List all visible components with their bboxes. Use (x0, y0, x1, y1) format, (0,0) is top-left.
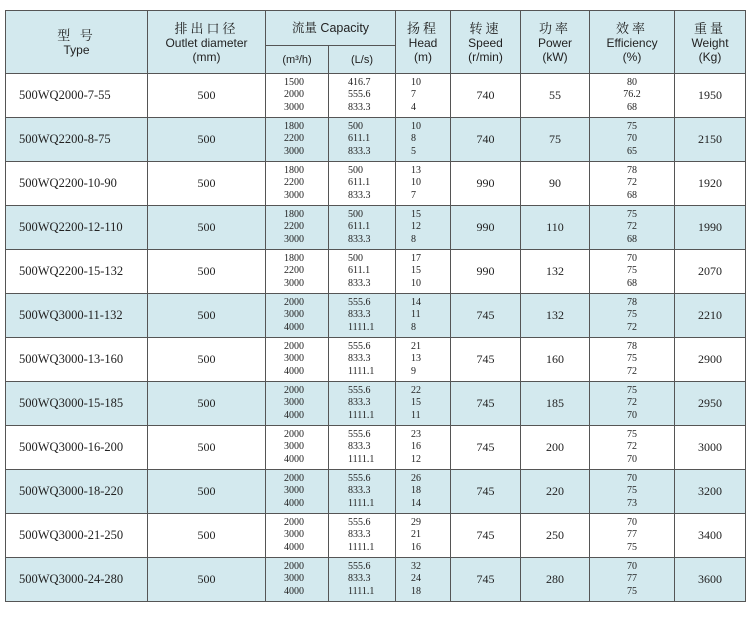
cell-efficiency-value: 75 (627, 353, 638, 365)
cell-outlet: 500 (148, 558, 266, 602)
cell-efficiency-value: 72 (627, 221, 638, 233)
cell-weight: 1990 (675, 206, 746, 250)
cell-flow-m3h-value: 3000 (284, 441, 304, 453)
cell-flow-ls (329, 294, 396, 338)
cell-efficiency-value: 72 (627, 177, 638, 189)
cell-power: 280 (521, 558, 590, 602)
cell-speed: 745 (451, 558, 521, 602)
cell-efficiency (590, 294, 675, 338)
cell-head-value: 24 (411, 573, 422, 585)
cell-type: 500WQ3000-13-160 (6, 338, 148, 382)
header-type (6, 11, 148, 74)
cell-flow-ls (329, 426, 396, 470)
cell-flow-ls (329, 382, 396, 426)
header-type-zh: 型 号 (57, 27, 96, 43)
cell-flow-m3h (266, 294, 329, 338)
cell-flow-m3h-value: 4000 (284, 321, 304, 333)
cell-head-value: 13 (411, 353, 422, 365)
cell-efficiency-value: 68 (627, 189, 638, 201)
cell-flow-ls-value: 555.6 (348, 472, 371, 484)
cell-power: 132 (521, 294, 590, 338)
cell-head-value: 18 (411, 585, 422, 597)
cell-flow-ls (329, 338, 396, 382)
cell-head-value: 23 (411, 428, 422, 440)
cell-head (396, 382, 451, 426)
cell-efficiency-value: 78 (627, 164, 638, 176)
table-row (6, 118, 746, 162)
cell-head-value: 11 (411, 409, 421, 421)
cell-flow-ls-value: 611.1 (348, 177, 371, 189)
cell-head-value: 8 (411, 133, 417, 145)
cell-head-value: 29 (411, 516, 422, 528)
table-row (6, 426, 746, 470)
cell-outlet: 500 (148, 294, 266, 338)
cell-outlet: 500 (148, 250, 266, 294)
cell-head-value: 14 (411, 296, 422, 308)
cell-flow-m3h-value: 4000 (284, 453, 304, 465)
cell-efficiency (590, 382, 675, 426)
header-efficiency-zh: 效率 (616, 20, 649, 36)
cell-head-value: 21 (411, 529, 422, 541)
cell-efficiency-value: 75 (627, 265, 638, 277)
cell-head-value: 9 (411, 365, 417, 377)
cell-head (396, 74, 451, 118)
cell-head-value: 10 (411, 277, 422, 289)
header-weight-en: Weight (691, 35, 729, 50)
cell-efficiency (590, 162, 675, 206)
cell-flow-m3h-value: 1800 (284, 208, 304, 220)
cell-type: 500WQ3000-11-132 (6, 294, 148, 338)
cell-efficiency-value: 70 (627, 472, 638, 484)
cell-flow-ls (329, 162, 396, 206)
cell-flow-m3h (266, 426, 329, 470)
header-type-en: Type (63, 42, 90, 57)
cell-head-value: 18 (411, 485, 422, 497)
cell-flow-m3h-value: 2000 (284, 428, 304, 440)
cell-power: 132 (521, 250, 590, 294)
header-weight-unit: (Kg) (698, 49, 722, 64)
table-row (6, 250, 746, 294)
cell-weight: 2070 (675, 250, 746, 294)
cell-speed: 745 (451, 294, 521, 338)
cell-head-value: 21 (411, 340, 422, 352)
cell-head-value: 4 (411, 101, 417, 113)
cell-outlet: 500 (148, 338, 266, 382)
cell-type: 500WQ2200-15-132 (6, 250, 148, 294)
cell-weight: 3000 (675, 426, 746, 470)
cell-flow-m3h (266, 250, 329, 294)
cell-power: 110 (521, 206, 590, 250)
cell-head (396, 118, 451, 162)
cell-head-value: 10 (411, 76, 422, 88)
cell-flow-ls-value: 611.1 (348, 133, 371, 145)
cell-flow-m3h (266, 382, 329, 426)
cell-flow-m3h-value: 2000 (284, 89, 304, 101)
cell-efficiency (590, 250, 675, 294)
cell-efficiency-value: 75 (627, 428, 638, 440)
header-power-zh: 功率 (539, 20, 572, 36)
cell-head-value: 7 (411, 189, 417, 201)
cell-head (396, 206, 451, 250)
cell-efficiency-value: 70 (627, 252, 638, 264)
cell-weight: 3400 (675, 514, 746, 558)
cell-flow-m3h-value: 2000 (284, 560, 304, 572)
cell-flow-ls-value: 833.3 (348, 189, 371, 201)
cell-flow-ls-value: 1111.1 (348, 497, 375, 509)
cell-flow-m3h-value: 2200 (284, 177, 304, 189)
cell-flow-ls-value: 1111.1 (348, 585, 375, 597)
cell-flow-ls-value: 833.3 (348, 573, 371, 585)
cell-head-value: 17 (411, 252, 422, 264)
cell-flow-ls-value: 611.1 (348, 265, 371, 277)
header-outlet-zh: 排出口径 (174, 20, 239, 36)
cell-head (396, 294, 451, 338)
cell-flow-m3h-value: 2000 (284, 384, 304, 396)
header-speed (451, 11, 521, 74)
header-flow-ls: (L/s) (329, 46, 396, 74)
cell-flow-m3h-value: 3000 (284, 277, 304, 289)
cell-outlet: 500 (148, 162, 266, 206)
cell-power: 250 (521, 514, 590, 558)
cell-efficiency-value: 72 (627, 441, 638, 453)
cell-flow-ls-value: 555.6 (348, 296, 371, 308)
cell-efficiency-value: 75 (627, 208, 638, 220)
cell-flow-m3h-value: 1800 (284, 120, 304, 132)
cell-flow-ls (329, 514, 396, 558)
cell-efficiency-value: 70 (627, 453, 638, 465)
header-speed-zh: 转速 (469, 20, 502, 36)
cell-outlet: 500 (148, 470, 266, 514)
cell-head-value: 10 (411, 120, 422, 132)
cell-weight: 2950 (675, 382, 746, 426)
cell-flow-ls (329, 250, 396, 294)
header-head (396, 11, 451, 74)
cell-speed: 740 (451, 74, 521, 118)
cell-flow-ls-value: 500 (348, 120, 363, 132)
cell-efficiency-value: 68 (627, 101, 638, 113)
cell-efficiency-value: 77 (627, 529, 638, 541)
cell-weight: 2900 (675, 338, 746, 382)
cell-efficiency-value: 77 (627, 573, 638, 585)
table-row (6, 470, 746, 514)
cell-efficiency-value: 78 (627, 340, 638, 352)
cell-flow-ls-value: 833.3 (348, 101, 371, 113)
cell-flow-m3h-value: 2000 (284, 340, 304, 352)
cell-efficiency (590, 338, 675, 382)
cell-efficiency (590, 558, 675, 602)
cell-speed: 990 (451, 162, 521, 206)
table-body (6, 74, 746, 602)
cell-flow-m3h (266, 206, 329, 250)
cell-speed: 745 (451, 514, 521, 558)
header-head-zh: 扬程 (407, 20, 440, 36)
spec-table-container (5, 10, 745, 602)
cell-speed: 990 (451, 250, 521, 294)
header-speed-unit: (r/min) (468, 49, 503, 64)
header-weight-zh: 重量 (694, 20, 727, 36)
cell-head-value: 32 (411, 560, 422, 572)
cell-flow-m3h-value: 3000 (284, 573, 304, 585)
cell-efficiency-value: 65 (627, 145, 638, 157)
cell-head (396, 470, 451, 514)
cell-flow-ls-value: 833.3 (348, 233, 371, 245)
cell-flow-ls-value: 1111.1 (348, 321, 375, 333)
cell-flow-m3h-value: 3000 (284, 353, 304, 365)
cell-weight: 2210 (675, 294, 746, 338)
cell-flow-ls-value: 555.6 (348, 560, 371, 572)
cell-flow-m3h-value: 3000 (284, 529, 304, 541)
cell-power: 160 (521, 338, 590, 382)
cell-head-value: 13 (411, 164, 422, 176)
cell-flow-ls-value: 833.3 (348, 397, 371, 409)
cell-speed: 745 (451, 338, 521, 382)
cell-head-value: 22 (411, 384, 422, 396)
cell-efficiency-value: 70 (627, 409, 638, 421)
cell-flow-m3h-value: 3000 (284, 145, 304, 157)
cell-type: 500WQ3000-18-220 (6, 470, 148, 514)
cell-efficiency-value: 72 (627, 321, 638, 333)
cell-flow-m3h-value: 2200 (284, 265, 304, 277)
table-row (6, 162, 746, 206)
cell-flow-m3h (266, 470, 329, 514)
header-head-unit: (m) (414, 49, 433, 64)
cell-efficiency-value: 75 (627, 485, 638, 497)
cell-efficiency (590, 118, 675, 162)
cell-outlet: 500 (148, 382, 266, 426)
cell-type: 500WQ2000-7-55 (6, 74, 148, 118)
cell-flow-m3h-value: 3000 (284, 233, 304, 245)
cell-flow-m3h-value: 2200 (284, 133, 304, 145)
cell-type: 500WQ3000-24-280 (6, 558, 148, 602)
cell-flow-ls (329, 74, 396, 118)
table-row (6, 206, 746, 250)
cell-type: 500WQ2200-10-90 (6, 162, 148, 206)
cell-efficiency (590, 514, 675, 558)
cell-efficiency-value: 68 (627, 233, 638, 245)
cell-flow-ls-value: 555.6 (348, 384, 371, 396)
cell-efficiency-value: 78 (627, 296, 638, 308)
cell-flow-ls-value: 1111.1 (348, 541, 375, 553)
cell-weight: 1920 (675, 162, 746, 206)
header-flow-label: 流量 Capacity (291, 21, 370, 35)
cell-flow-m3h-value: 3000 (284, 309, 304, 321)
cell-efficiency-value: 72 (627, 397, 638, 409)
cell-flow-ls-value: 1111.1 (348, 365, 375, 377)
cell-efficiency-value: 75 (627, 585, 638, 597)
cell-efficiency (590, 206, 675, 250)
cell-flow-ls-value: 416.7 (348, 76, 371, 88)
cell-flow-m3h-value: 1800 (284, 252, 304, 264)
header-efficiency-unit: (%) (622, 49, 642, 64)
cell-flow-m3h (266, 118, 329, 162)
cell-head-value: 7 (411, 89, 417, 101)
cell-flow-ls-value: 500 (348, 164, 363, 176)
cell-flow-ls-value: 1111.1 (348, 453, 375, 465)
cell-flow-ls (329, 558, 396, 602)
cell-flow-ls-value: 555.6 (348, 428, 371, 440)
cell-flow-ls-value: 555.6 (348, 89, 371, 101)
cell-efficiency-value: 75 (627, 541, 638, 553)
cell-type: 500WQ2200-8-75 (6, 118, 148, 162)
cell-flow-m3h-value: 1800 (284, 164, 304, 176)
cell-head (396, 558, 451, 602)
cell-type: 500WQ3000-21-250 (6, 514, 148, 558)
cell-efficiency-value: 70 (627, 560, 638, 572)
cell-flow-m3h-value: 1500 (284, 76, 304, 88)
cell-flow-ls-value: 611.1 (348, 221, 371, 233)
header-flow-m3h: (m³/h) (266, 46, 329, 74)
header-weight (675, 11, 746, 74)
cell-head-value: 8 (411, 233, 417, 245)
cell-efficiency (590, 470, 675, 514)
cell-efficiency-value: 70 (627, 133, 638, 145)
cell-efficiency-value: 80 (627, 76, 638, 88)
header-efficiency (590, 11, 675, 74)
header-head-en: Head (408, 35, 438, 50)
cell-head (396, 250, 451, 294)
cell-efficiency-value: 68 (627, 277, 638, 289)
cell-weight: 3200 (675, 470, 746, 514)
table-row (6, 514, 746, 558)
cell-head (396, 162, 451, 206)
cell-power: 185 (521, 382, 590, 426)
cell-power: 220 (521, 470, 590, 514)
cell-head-value: 15 (411, 397, 422, 409)
cell-flow-m3h-value: 4000 (284, 409, 304, 421)
cell-flow-m3h (266, 338, 329, 382)
cell-flow-ls-value: 500 (348, 252, 363, 264)
cell-power: 200 (521, 426, 590, 470)
cell-head (396, 426, 451, 470)
cell-flow-m3h-value: 2000 (284, 516, 304, 528)
table-row (6, 382, 746, 426)
cell-outlet: 500 (148, 118, 266, 162)
cell-outlet: 500 (148, 206, 266, 250)
cell-head-value: 11 (411, 309, 421, 321)
cell-type: 500WQ2200-12-110 (6, 206, 148, 250)
cell-outlet: 500 (148, 74, 266, 118)
cell-efficiency-value: 75 (627, 120, 638, 132)
cell-flow-m3h (266, 514, 329, 558)
cell-type: 500WQ3000-15-185 (6, 382, 148, 426)
cell-flow-ls-value: 833.3 (348, 277, 371, 289)
cell-speed: 745 (451, 382, 521, 426)
cell-flow-ls (329, 118, 396, 162)
cell-head-value: 26 (411, 472, 422, 484)
cell-flow-m3h-value: 3000 (284, 189, 304, 201)
cell-outlet: 500 (148, 514, 266, 558)
cell-efficiency (590, 426, 675, 470)
cell-outlet: 500 (148, 426, 266, 470)
cell-head (396, 514, 451, 558)
cell-flow-ls-value: 555.6 (348, 516, 371, 528)
pump-spec-table (5, 10, 746, 602)
cell-flow-ls (329, 470, 396, 514)
cell-flow-ls-value: 500 (348, 208, 363, 220)
cell-flow-m3h-value: 3000 (284, 397, 304, 409)
table-row (6, 558, 746, 602)
cell-flow-ls-value: 833.3 (348, 441, 371, 453)
cell-head (396, 338, 451, 382)
cell-head-value: 12 (411, 453, 422, 465)
table-row (6, 338, 746, 382)
cell-head-value: 12 (411, 221, 422, 233)
cell-efficiency (590, 74, 675, 118)
cell-flow-ls-value: 1111.1 (348, 409, 375, 421)
cell-efficiency-value: 75 (627, 309, 638, 321)
cell-flow-ls-value: 833.3 (348, 529, 371, 541)
header-outlet (148, 11, 266, 74)
cell-flow-m3h-value: 4000 (284, 541, 304, 553)
cell-head-value: 8 (411, 321, 417, 333)
cell-head-value: 10 (411, 177, 422, 189)
header-speed-en: Speed (468, 35, 503, 50)
header-outlet-unit: (mm) (192, 49, 221, 64)
cell-flow-m3h-value: 4000 (284, 497, 304, 509)
cell-flow-m3h-value: 2000 (284, 296, 304, 308)
cell-head-value: 5 (411, 145, 417, 157)
cell-flow-m3h (266, 74, 329, 118)
cell-type: 500WQ3000-16-200 (6, 426, 148, 470)
cell-speed: 990 (451, 206, 521, 250)
cell-flow-m3h (266, 558, 329, 602)
cell-power: 55 (521, 74, 590, 118)
cell-power: 90 (521, 162, 590, 206)
cell-flow-ls-value: 555.6 (348, 340, 371, 352)
cell-weight: 3600 (675, 558, 746, 602)
cell-flow-m3h-value: 2200 (284, 221, 304, 233)
header-power (521, 11, 590, 74)
cell-power: 75 (521, 118, 590, 162)
cell-flow-m3h-value: 3000 (284, 101, 304, 113)
cell-weight: 2150 (675, 118, 746, 162)
cell-flow-m3h-value: 2000 (284, 472, 304, 484)
cell-efficiency-value: 73 (627, 497, 638, 509)
cell-efficiency-value: 70 (627, 516, 638, 528)
cell-efficiency-value: 72 (627, 365, 638, 377)
cell-speed: 745 (451, 426, 521, 470)
cell-flow-m3h-value: 4000 (284, 365, 304, 377)
cell-efficiency-value: 75 (627, 384, 638, 396)
cell-flow-ls (329, 206, 396, 250)
cell-flow-m3h-value: 4000 (284, 585, 304, 597)
cell-flow-ls-value: 833.3 (348, 145, 371, 157)
cell-flow-m3h-value: 3000 (284, 485, 304, 497)
cell-speed: 740 (451, 118, 521, 162)
cell-head-value: 15 (411, 265, 422, 277)
cell-flow-ls-value: 833.3 (348, 309, 371, 321)
cell-weight: 1950 (675, 74, 746, 118)
header-flow (266, 11, 396, 46)
header-outlet-en: Outlet diameter (165, 35, 248, 50)
cell-head-value: 15 (411, 208, 422, 220)
header-power-en: Power (538, 35, 573, 50)
cell-head-value: 14 (411, 497, 422, 509)
cell-head-value: 16 (411, 441, 422, 453)
cell-efficiency-value: 76.2 (623, 89, 641, 101)
cell-speed: 745 (451, 470, 521, 514)
cell-head-value: 16 (411, 541, 422, 553)
cell-flow-ls-value: 833.3 (348, 353, 371, 365)
cell-flow-ls-value: 833.3 (348, 485, 371, 497)
table-row (6, 74, 746, 118)
header-power-unit: (kW) (542, 49, 568, 64)
table-row (6, 294, 746, 338)
header-efficiency-en: Efficiency (606, 35, 658, 50)
cell-flow-m3h (266, 162, 329, 206)
